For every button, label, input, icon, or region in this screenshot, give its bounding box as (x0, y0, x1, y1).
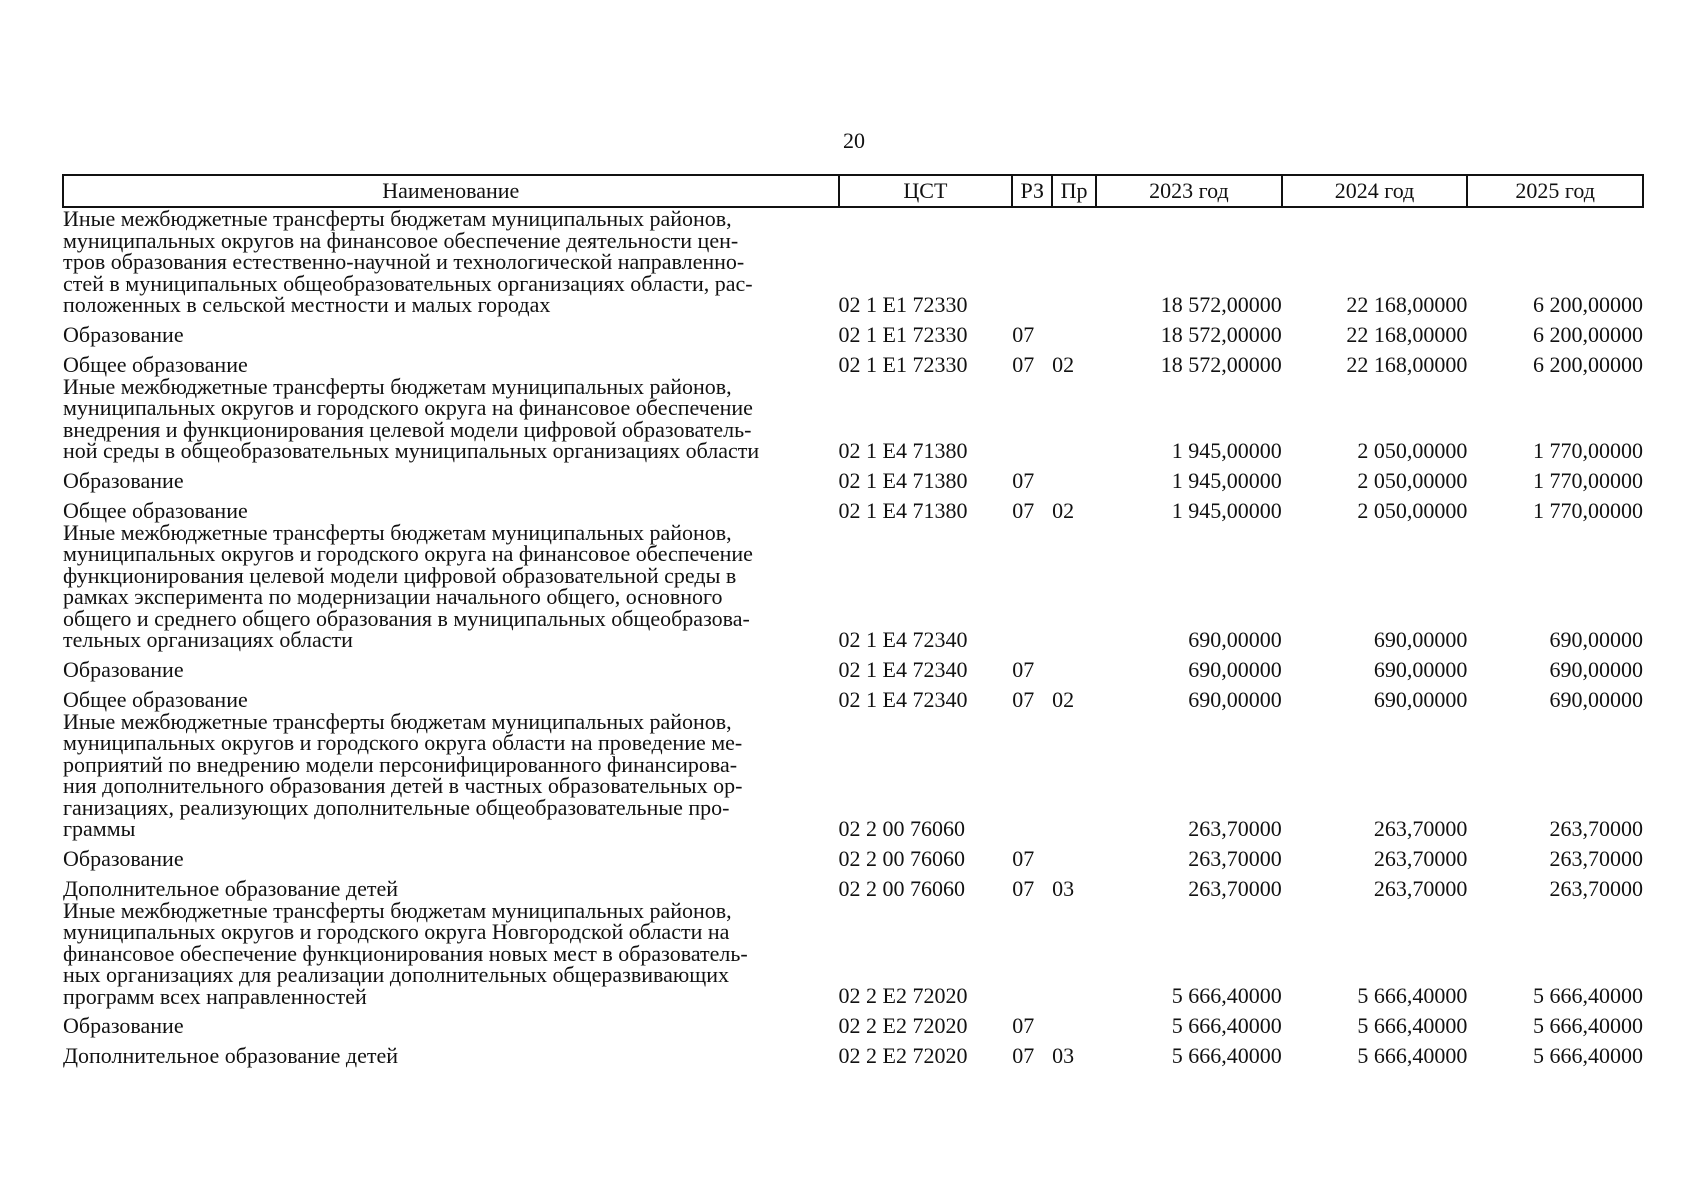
row-rz (1012, 207, 1052, 316)
row-2023: 1 945,00000 (1171, 437, 1282, 463)
row-rz (1012, 522, 1052, 651)
row-pr (1052, 462, 1096, 492)
row-name-line: граммы (63, 816, 136, 841)
row-2024: 690,00000 (1373, 626, 1468, 652)
row-2023: 5 666,40000 (1171, 1013, 1282, 1038)
table-row (63, 711, 1643, 840)
row-2023: 263,70000 (1188, 815, 1282, 841)
row-name (63, 870, 839, 900)
row-pr (1052, 1007, 1096, 1037)
row-2023: 18 572,00000 (1160, 291, 1282, 317)
row-rz: 07 (1012, 686, 1035, 712)
row-2023: 5 666,40000 (1171, 983, 1282, 1008)
row-name (63, 316, 839, 346)
row-name (63, 840, 839, 870)
row-2023: 690,00000 (1188, 686, 1282, 712)
row-pr (1052, 711, 1096, 840)
row-name-line: роприятий по внедрению модели персонифицированного финансирова- (63, 751, 738, 777)
row-cst: 02 2 00 76060 (838, 875, 966, 901)
row-rz (1012, 711, 1052, 840)
row-name-line: Общее образование (63, 497, 248, 523)
table-row (63, 376, 1643, 462)
row-2025: 6 200,00000 (1533, 321, 1643, 347)
row-name (63, 651, 839, 681)
row-name-line: Иные межбюджетные трансферты бюджетам муниципальных районов, (63, 519, 732, 545)
row-cst: 02 1 E1 72330 (838, 321, 968, 347)
row-pr (1052, 316, 1096, 346)
header-rz: РЗ (1012, 175, 1052, 207)
table-row (63, 522, 1643, 651)
row-name (63, 897, 839, 1009)
row-pr (1052, 840, 1096, 870)
table-row (63, 1037, 1643, 1067)
row-2023: 18 572,00000 (1160, 321, 1282, 347)
table-row (63, 346, 1643, 376)
row-name-line: Дополнительное образование детей (63, 875, 399, 901)
row-name (63, 1007, 839, 1037)
row-2023: 263,70000 (1188, 845, 1282, 871)
row-rz: 07 (1012, 1043, 1035, 1068)
row-2023: 263,70000 (1188, 875, 1282, 901)
row-name (63, 346, 839, 376)
row-2024: 22 168,00000 (1346, 351, 1468, 377)
table-row (63, 681, 1643, 711)
row-pr: 03 (1052, 875, 1075, 901)
row-rz (1012, 900, 1052, 1008)
header-2025: 2025 год (1467, 175, 1643, 207)
row-name (63, 519, 839, 652)
row-cst: 02 1 E4 71380 (838, 467, 968, 493)
row-name-line: программ всех направленностей (63, 983, 367, 1009)
row-name-line: муниципальных округов на финансовое обеспечение деятельности цен- (63, 227, 739, 253)
row-name-line: Образование (63, 845, 184, 871)
row-2025: 6 200,00000 (1533, 291, 1643, 317)
row-2025: 690,00000 (1549, 626, 1643, 652)
row-2025: 1 770,00000 (1533, 467, 1643, 493)
row-cst: 02 1 E4 72340 (838, 626, 968, 652)
row-rz: 07 (1012, 875, 1035, 901)
row-rz: 07 (1012, 1013, 1035, 1038)
row-cst: 02 2 00 76060 (838, 815, 966, 841)
row-name (63, 462, 839, 492)
row-rz: 07 (1012, 467, 1035, 493)
table-row (63, 651, 1643, 681)
row-name (63, 492, 839, 522)
row-2024: 263,70000 (1373, 845, 1468, 871)
row-2023: 690,00000 (1188, 626, 1282, 652)
row-name-line: функционирования целевой модели цифровой образовательной среды в (63, 562, 737, 588)
row-name-line: Общее образование (63, 686, 248, 712)
row-cst: 02 1 E4 71380 (838, 497, 968, 523)
row-2023: 690,00000 (1188, 656, 1282, 682)
row-name-line: муниципальных округов и городского округа на финансовое обеспечение (63, 541, 753, 566)
row-cst: 02 2 00 76060 (838, 845, 966, 871)
row-pr: 03 (1052, 1043, 1075, 1068)
row-rz: 07 (1012, 845, 1035, 871)
row-name-line: Иные межбюджетные трансферты бюджетам муниципальных районов, (63, 897, 732, 923)
header-row (63, 175, 1643, 207)
row-name-line: тров образования естественно-научной и технологической направленно- (63, 249, 745, 274)
row-name-line: Дополнительное образование детей (63, 1043, 399, 1068)
row-2025: 6 200,00000 (1533, 351, 1643, 377)
row-name-line: внедрения и функционирования целевой модели цифровой образователь- (63, 416, 752, 442)
row-cst: 02 1 E1 72330 (838, 351, 968, 377)
row-name-line: стей в муниципальных общеобразовательных организациях области, рас- (63, 270, 753, 296)
row-name-line: муниципальных округов и городского округа области на проведение ме- (63, 730, 743, 755)
row-2025: 1 770,00000 (1533, 437, 1643, 463)
row-cst: 02 1 E4 71380 (838, 437, 968, 463)
row-name-line: Иные межбюджетные трансферты бюджетам муниципальных районов, (63, 373, 732, 399)
table-row (63, 1007, 1643, 1037)
row-cst: 02 1 E1 72330 (838, 291, 968, 317)
row-cst: 02 2 E2 72020 (838, 1013, 968, 1038)
table-row (63, 870, 1643, 900)
row-2024: 2 050,00000 (1357, 437, 1468, 463)
table-row (63, 207, 1643, 316)
row-cst: 02 2 E2 72020 (838, 983, 968, 1008)
row-cst: 02 1 E4 72340 (838, 686, 968, 712)
table-header (63, 175, 1643, 207)
row-name-line: ной среды в общеобразовательных муниципальных организациях области (63, 438, 760, 463)
header-pr: Пр (1052, 175, 1096, 207)
row-rz: 07 (1012, 321, 1035, 347)
row-name-line: Образование (63, 467, 184, 493)
row-2025: 690,00000 (1549, 656, 1643, 682)
row-2024: 2 050,00000 (1357, 497, 1468, 523)
row-pr: 02 (1052, 351, 1075, 377)
header-2024: 2024 год (1282, 175, 1468, 207)
row-2025: 263,70000 (1549, 845, 1643, 871)
table-row (63, 840, 1643, 870)
row-name-line: общего и среднего общего образования в муниципальных общеобразова- (63, 605, 750, 631)
row-name-line: Иные межбюджетные трансферты бюджетам муниципальных районов, (63, 708, 732, 734)
row-2024: 263,70000 (1373, 875, 1468, 901)
table-row (63, 316, 1643, 346)
row-2024: 2 050,00000 (1357, 467, 1468, 493)
row-cst: 02 1 E4 72340 (838, 656, 968, 682)
row-name-line: рамках эксперимента по модернизации начального общего, основного (63, 584, 723, 609)
row-2024: 690,00000 (1373, 686, 1468, 712)
row-name-line: муниципальных округов и городского округа Новгородской области на (63, 919, 730, 944)
header-cst: ЦСТ (839, 175, 1013, 207)
row-2025: 263,70000 (1549, 875, 1643, 901)
row-name (63, 1037, 839, 1067)
row-name-line: тельных организациях области (63, 627, 353, 652)
row-cst: 02 2 E2 72020 (838, 1043, 968, 1068)
row-name-line: Образование (63, 1013, 184, 1038)
row-name-line: ния дополнительного образования детей в частных образовательных ор- (63, 773, 743, 798)
row-pr (1052, 900, 1096, 1008)
row-2025: 690,00000 (1549, 686, 1643, 712)
row-rz: 07 (1012, 656, 1035, 682)
row-pr (1052, 376, 1096, 462)
row-2024: 263,70000 (1373, 815, 1468, 841)
row-name (63, 373, 839, 463)
row-name (63, 681, 839, 711)
row-2025: 263,70000 (1549, 815, 1643, 841)
budget-table (62, 174, 1644, 1067)
page-number: 20 (843, 128, 865, 153)
row-name-line: Образование (63, 321, 184, 347)
row-name-line: Иные межбюджетные трансферты бюджетам муниципальных районов, (63, 206, 732, 231)
table-row (63, 900, 1643, 1008)
row-pr (1052, 207, 1096, 316)
row-2025: 5 666,40000 (1533, 1013, 1643, 1038)
row-2025: 5 666,40000 (1533, 983, 1643, 1008)
row-2024: 5 666,40000 (1357, 1013, 1468, 1038)
row-rz: 07 (1012, 351, 1035, 377)
row-name (63, 207, 839, 316)
row-2025: 5 666,40000 (1533, 1043, 1643, 1068)
table-row (63, 462, 1643, 492)
row-2023: 18 572,00000 (1160, 351, 1282, 377)
row-name-line: ганизациях, реализующих дополнительные общеобразовательные про- (63, 794, 730, 820)
row-2023: 1 945,00000 (1171, 467, 1282, 493)
row-2024: 5 666,40000 (1357, 983, 1468, 1008)
row-name-line: Образование (63, 656, 184, 682)
row-2023: 5 666,40000 (1171, 1043, 1282, 1068)
row-pr (1052, 522, 1096, 651)
row-rz (1012, 376, 1052, 462)
table-body (63, 207, 1643, 1067)
row-name-line: финансовое обеспечение функционирования новых мест в образователь- (63, 940, 748, 966)
row-2024: 690,00000 (1373, 656, 1468, 682)
header-name: Наименование (63, 175, 839, 207)
row-pr: 02 (1052, 686, 1075, 712)
row-rz: 07 (1012, 497, 1035, 523)
row-name-line: положенных в сельской местности и малых городах (63, 292, 551, 317)
row-name (63, 708, 839, 841)
row-pr: 02 (1052, 497, 1075, 523)
row-2024: 22 168,00000 (1346, 291, 1468, 317)
row-2024: 22 168,00000 (1346, 321, 1468, 347)
row-2023: 1 945,00000 (1171, 497, 1282, 523)
header-2023: 2023 год (1096, 175, 1282, 207)
row-2024: 5 666,40000 (1357, 1043, 1468, 1068)
row-name-line: Общее образование (63, 351, 248, 377)
row-2025: 1 770,00000 (1533, 497, 1643, 523)
row-name-line: ных организациях для реализации дополнительных общеразвивающих (63, 962, 729, 987)
row-pr (1052, 651, 1096, 681)
row-name-line: муниципальных округов и городского округа на финансовое обеспечение (63, 395, 753, 420)
table-row (63, 492, 1643, 522)
